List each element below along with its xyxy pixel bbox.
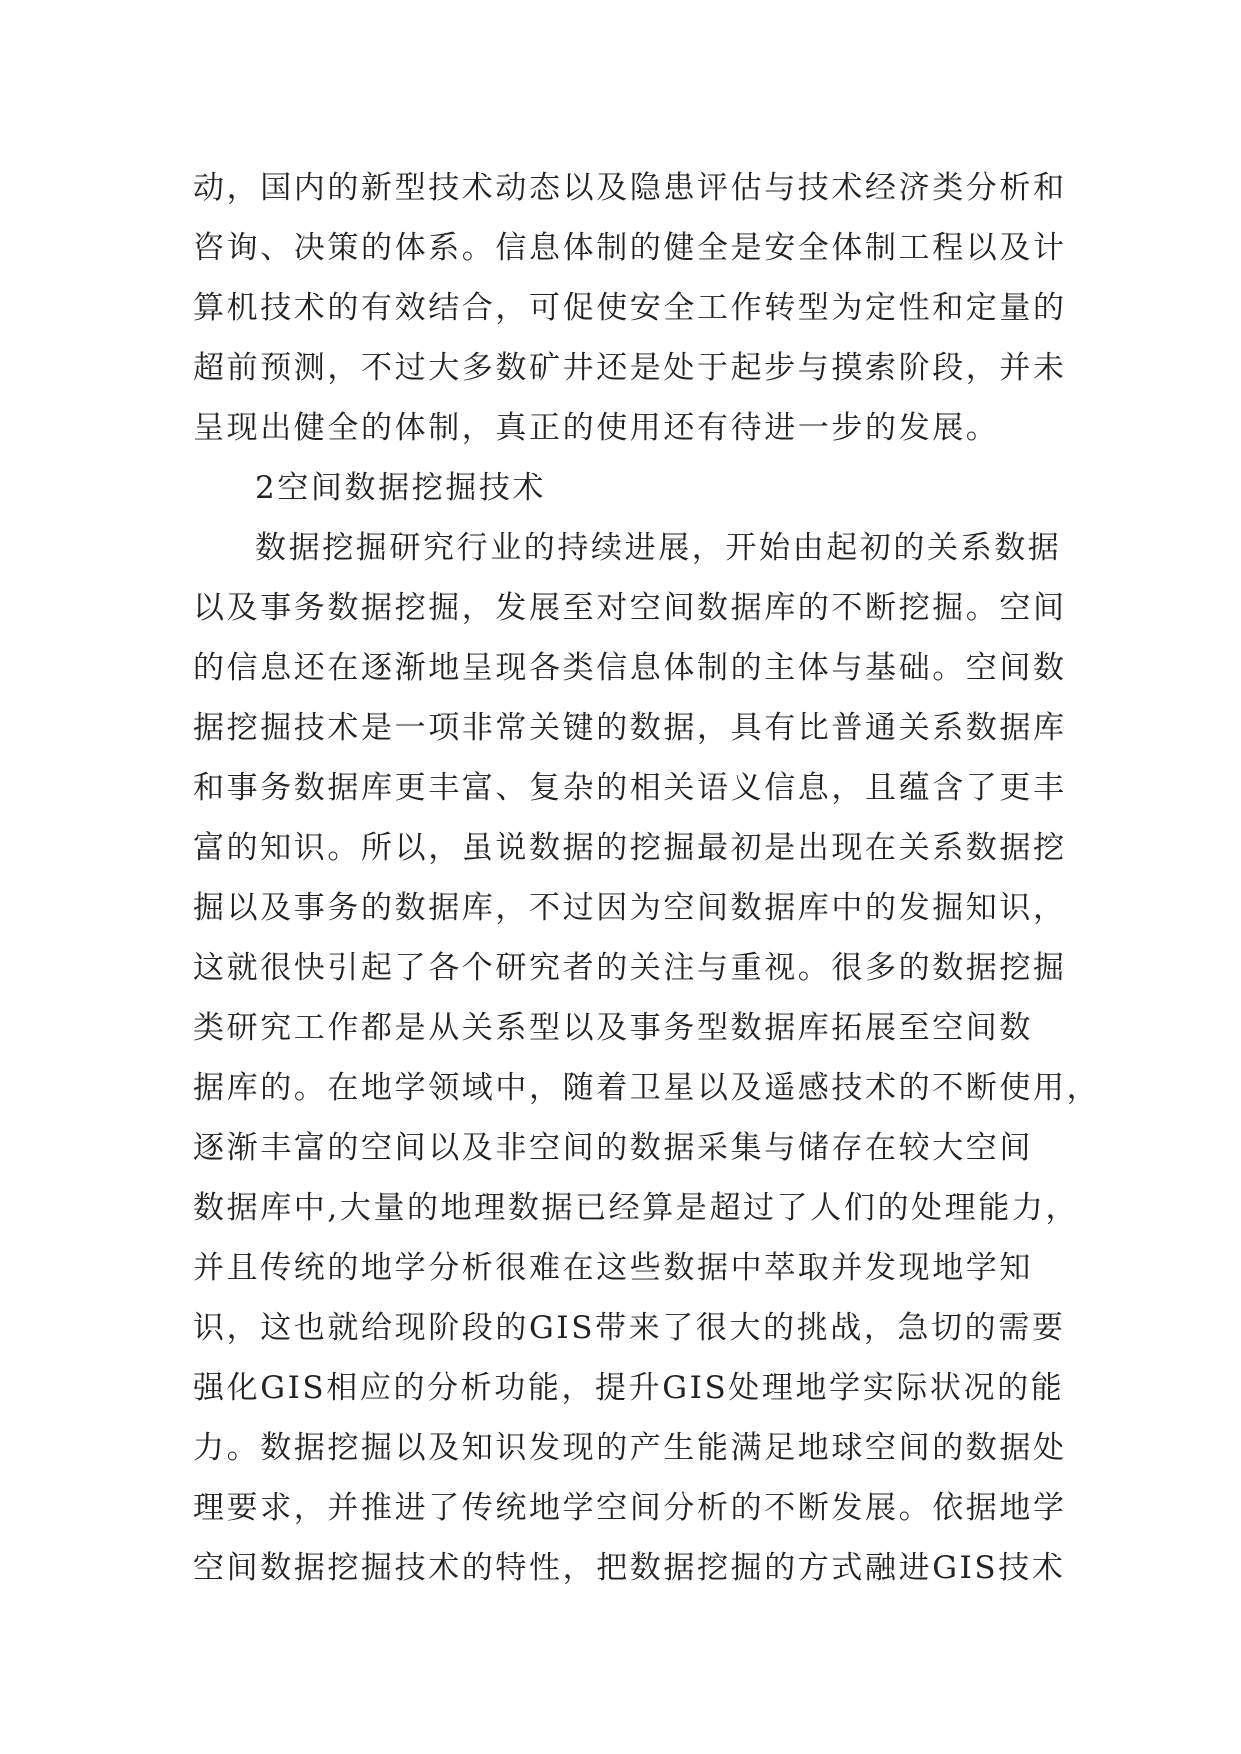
paragraph-line: 空间数据挖掘技术的特性，把数据挖掘的方式融进GIS技术 — [193, 1550, 1066, 1586]
paragraph-line: 富的知识。所以，虽说数据的挖掘最初是出现在关系数据挖 — [193, 830, 1067, 866]
paragraph-line: 数据库中,大量的地理数据已经算是超过了人们的处理能力， — [193, 1190, 1080, 1226]
paragraph-line: 掘以及事务的数据库，不过因为空间数据库中的发掘知识， — [193, 890, 1067, 926]
paragraph-line: 动，国内的新型技术动态以及隐患评估与技术经济类分析和 — [193, 170, 1067, 206]
paragraph-line: 算机技术的有效结合，可促使安全工作转型为定性和定量的 — [193, 290, 1067, 326]
paragraph-line: 和事务数据库更丰富、复杂的相关语义信息，且蕴含了更丰 — [193, 770, 1067, 806]
section-heading: 2空间数据挖掘技术 — [255, 470, 547, 506]
paragraph-line: 识，这也就给现阶段的GIS带来了很大的挑战，急切的需要 — [193, 1310, 1066, 1346]
paragraph-line: 理要求，并推进了传统地学空间分析的不断发展。依据地学 — [193, 1490, 1067, 1526]
paragraph-line: 类研究工作都是从关系型以及事务型数据库拓展至空间数 — [193, 1010, 1033, 1046]
paragraph-line: 强化GIS相应的分析功能，提升GIS处理地学实际状况的能 — [193, 1370, 1065, 1406]
paragraph-line: 咨询、决策的体系。信息体制的健全是安全体制工程以及计 — [193, 230, 1067, 266]
paragraph-line: 呈现出健全的体制，真正的使用还有待进一步的发展。 — [193, 410, 1000, 446]
paragraph-line: 超前预测，不过大多数矿井还是处于起步与摸索阶段，并未 — [193, 350, 1067, 386]
body-text — [193, 158, 1101, 1598]
paragraph-line: 数据挖掘研究行业的持续进展，开始由起初的关系数据 — [255, 530, 1062, 566]
paragraph-line: 并且传统的地学分析很难在这些数据中萃取并发现地学知 — [193, 1250, 1033, 1286]
paragraph-line: 力。数据挖掘以及知识发现的产生能满足地球空间的数据处 — [193, 1430, 1067, 1466]
paragraph-line: 以及事务数据挖掘，发展至对空间数据库的不断挖掘。空间 — [193, 590, 1067, 626]
paragraph-line: 逐渐丰富的空间以及非空间的数据采集与储存在较大空间 — [193, 1130, 1033, 1166]
paragraph-line: 的信息还在逐渐地呈现各类信息体制的主体与基础。空间数 — [193, 650, 1067, 686]
paragraph-line: 据库的。在地学领域中，随着卫星以及遥感技术的不断使用， — [193, 1070, 1101, 1106]
paragraph-line: 这就很快引起了各个研究者的关注与重视。很多的数据挖掘 — [193, 950, 1067, 986]
paragraph-line: 据挖掘技术是一项非常关键的数据，具有比普通关系数据库 — [193, 710, 1067, 746]
